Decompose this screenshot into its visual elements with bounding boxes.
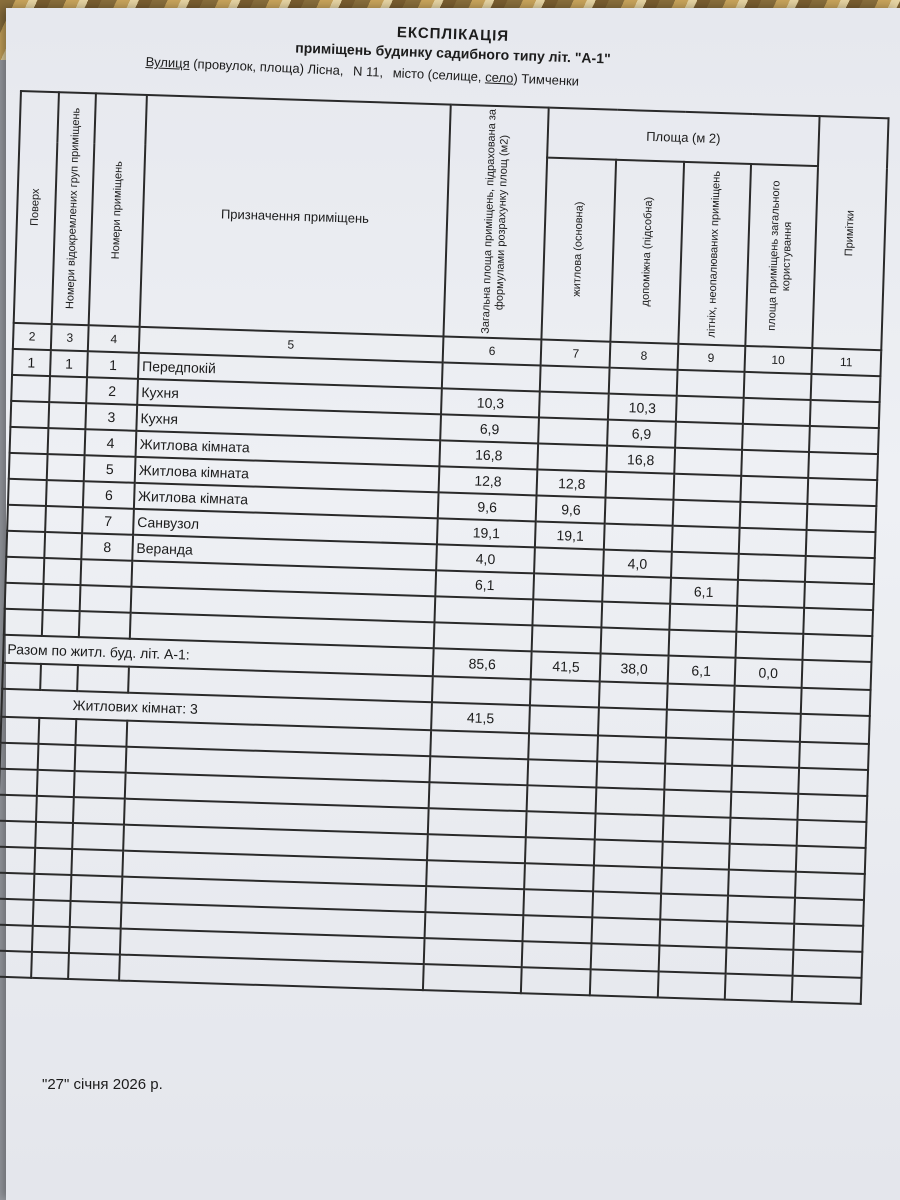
cell-purpose: Житлова кімната bbox=[134, 457, 439, 493]
empty-cell bbox=[661, 842, 729, 870]
cell-floor bbox=[8, 479, 47, 506]
cell-total-area: 12,8 bbox=[438, 466, 537, 495]
cell-total-area: 10,3 bbox=[441, 388, 540, 417]
empty-cell bbox=[730, 792, 798, 820]
cell-floor bbox=[4, 609, 43, 636]
cell-total-area bbox=[434, 596, 533, 625]
empty-cell bbox=[524, 889, 594, 917]
empty-cell bbox=[726, 922, 794, 950]
empty-cell bbox=[0, 821, 36, 848]
cell-common-area bbox=[737, 580, 805, 608]
cell-floor bbox=[6, 557, 45, 584]
empty-cell bbox=[73, 823, 124, 851]
empty-cell bbox=[427, 834, 526, 863]
cell-room: 5 bbox=[84, 455, 135, 483]
empty-cell bbox=[36, 796, 75, 823]
cell-notes bbox=[807, 478, 877, 506]
cell-aux-area: 16,8 bbox=[607, 446, 675, 474]
empty-cell bbox=[31, 952, 70, 979]
total-summer-value: 6,1 bbox=[667, 656, 735, 686]
cell-group bbox=[42, 584, 81, 611]
col-number: 9 bbox=[677, 344, 745, 372]
empty-cell bbox=[0, 717, 39, 744]
empty-cell bbox=[795, 872, 865, 900]
col-number: 7 bbox=[541, 340, 611, 368]
cell-aux-area bbox=[604, 524, 672, 552]
cell-floor bbox=[5, 583, 44, 610]
cell-notes bbox=[803, 608, 873, 636]
empty-cell bbox=[799, 742, 869, 770]
empty-cell bbox=[525, 837, 595, 865]
cell-living-area bbox=[532, 625, 602, 653]
cell-floor bbox=[10, 401, 49, 428]
cell-floor bbox=[10, 427, 49, 454]
empty-cell bbox=[796, 846, 866, 874]
col-number: 6 bbox=[442, 336, 541, 365]
cell-notes bbox=[808, 452, 878, 480]
cell-common-area bbox=[740, 476, 808, 504]
empty-cell bbox=[70, 901, 121, 929]
empty-cell bbox=[524, 863, 594, 891]
empty-cell bbox=[425, 886, 524, 915]
cell-living-area bbox=[534, 573, 604, 601]
col-notes-header: Примітки bbox=[812, 116, 889, 350]
cell-room: 8 bbox=[82, 533, 133, 561]
room-rows bbox=[4, 349, 881, 662]
col-area-group-header: Площа (м 2) bbox=[547, 108, 819, 166]
empty-cell bbox=[424, 912, 523, 941]
empty-cell bbox=[724, 974, 792, 1002]
address-city-pre: місто (селище, bbox=[392, 65, 482, 85]
empty-cell bbox=[593, 891, 661, 919]
empty-cell bbox=[72, 849, 123, 877]
document-date: "27" січня 2026 р. bbox=[42, 1076, 163, 1093]
empty-cell bbox=[662, 816, 730, 844]
cell-aux-area bbox=[605, 498, 673, 526]
cell-living-area bbox=[533, 599, 603, 627]
cell-purpose: Житлова кімната bbox=[134, 483, 439, 519]
empty-cell bbox=[664, 764, 732, 792]
cell-common-area bbox=[742, 398, 810, 426]
cell-notes bbox=[809, 426, 879, 454]
cell-living-area bbox=[534, 547, 604, 575]
cell-summer-area bbox=[671, 526, 739, 554]
cell-living-area bbox=[539, 391, 609, 419]
cell-notes bbox=[806, 504, 876, 532]
empty-cell bbox=[424, 938, 523, 967]
empty-cell bbox=[0, 951, 32, 978]
cell-room bbox=[81, 559, 132, 587]
cell-aux-area: 10,3 bbox=[608, 394, 676, 422]
empty-cell bbox=[38, 718, 77, 745]
cell-notes bbox=[805, 556, 875, 584]
cell-total-area: 6,9 bbox=[440, 414, 539, 443]
cell-common-area bbox=[738, 554, 806, 582]
cell-common-area bbox=[735, 632, 803, 660]
cell-room: 7 bbox=[83, 507, 134, 535]
empty-cell bbox=[594, 839, 662, 867]
empty-cell bbox=[521, 967, 591, 995]
empty-cell bbox=[596, 787, 664, 815]
cell-aux-area: 6,9 bbox=[608, 420, 676, 448]
empty-cell bbox=[76, 719, 127, 747]
col-aux-header: допоміжна (підсобна) bbox=[611, 160, 684, 344]
cell-room: 2 bbox=[87, 377, 138, 405]
empty-cell bbox=[591, 943, 659, 971]
empty-cell bbox=[665, 738, 733, 766]
cell-common-area bbox=[743, 372, 811, 400]
cell-total-area bbox=[442, 362, 541, 391]
cell-summer-area bbox=[673, 474, 741, 502]
col-total-header: Загальна площа приміщень, підрахована за формулами розрахунку площ (м2) bbox=[443, 105, 549, 340]
empty-cell bbox=[32, 926, 71, 953]
cell-living-area bbox=[540, 365, 610, 393]
cell-group bbox=[44, 532, 83, 559]
col-number: 2 bbox=[13, 323, 52, 350]
empty-cell bbox=[793, 924, 863, 952]
empty-cell bbox=[37, 770, 76, 797]
total-area-value: 85,6 bbox=[433, 648, 532, 679]
document-sheet bbox=[6, 8, 900, 1200]
cell-notes bbox=[810, 374, 880, 402]
col-summer-header: літніх, неопалюваних приміщень bbox=[678, 162, 751, 346]
empty-cell bbox=[0, 873, 34, 900]
col-purpose-header: Призначення приміщень bbox=[139, 95, 450, 336]
empty-cell bbox=[0, 899, 33, 926]
empty-cell bbox=[731, 766, 799, 794]
cell-living-area bbox=[538, 443, 608, 471]
empty-cell bbox=[32, 900, 71, 927]
empty-cell bbox=[727, 896, 795, 924]
empty-cell bbox=[526, 811, 596, 839]
cell-purpose: Веранда bbox=[132, 535, 437, 571]
empty-cell bbox=[660, 894, 728, 922]
address-city-selected: село bbox=[484, 69, 514, 86]
col-number: 11 bbox=[811, 348, 881, 376]
cell-group bbox=[46, 480, 85, 507]
empty-cell bbox=[729, 818, 797, 846]
empty-cell bbox=[523, 915, 593, 943]
empty-cell bbox=[594, 865, 662, 893]
empty-cell bbox=[527, 785, 597, 813]
cell-room: 1 bbox=[87, 351, 138, 379]
col-floor-header: Поверх bbox=[14, 91, 59, 324]
cell-living-area: 12,8 bbox=[537, 469, 607, 497]
cell-group bbox=[48, 402, 87, 429]
cell-group bbox=[46, 454, 85, 481]
empty-cell bbox=[796, 820, 866, 848]
cell-floor bbox=[11, 375, 50, 402]
empty-cell bbox=[430, 730, 529, 759]
empty-cell bbox=[429, 756, 528, 785]
cell-notes bbox=[802, 634, 872, 662]
empty-cell bbox=[598, 735, 666, 763]
cell-aux-area bbox=[602, 602, 670, 630]
cell-summer-area bbox=[676, 370, 744, 398]
empty-cell bbox=[423, 964, 522, 993]
cell-total-area: 4,0 bbox=[436, 544, 535, 573]
empty-cell bbox=[73, 797, 124, 825]
header-row bbox=[19, 91, 888, 168]
cell-floor bbox=[6, 531, 45, 558]
col-room-header: Номери приміщень bbox=[89, 93, 147, 326]
address-street: (провулок, площа) Лісна, bbox=[192, 56, 344, 78]
empty-cell bbox=[74, 771, 125, 799]
cell-room: 3 bbox=[86, 403, 137, 431]
total-aux-value: 38,0 bbox=[600, 654, 668, 684]
empty-cell bbox=[595, 813, 663, 841]
col-group-header: Номери відокремлених груп приміщень bbox=[51, 92, 96, 325]
cell-room bbox=[79, 611, 130, 639]
cell-purpose: Кухня bbox=[137, 379, 442, 415]
cell-floor bbox=[9, 453, 48, 480]
document-title: ЕКСПЛІКАЦІЯ bbox=[396, 24, 510, 45]
empty-cell bbox=[428, 782, 527, 811]
cell-aux-area: 4,0 bbox=[604, 550, 672, 578]
cell-aux-area bbox=[609, 368, 677, 396]
cell-purpose: Кухня bbox=[136, 405, 441, 441]
cell-notes bbox=[810, 400, 880, 428]
empty-cell bbox=[69, 927, 120, 955]
col-number: 5 bbox=[139, 327, 444, 363]
explication-table bbox=[0, 90, 890, 1005]
empty-cell bbox=[0, 743, 38, 770]
address-street-label: Вулиця bbox=[145, 54, 191, 71]
empty-cell bbox=[661, 868, 729, 896]
address-city-post: ) Тимченки bbox=[513, 70, 580, 89]
total-label: Разом по житл. буд. літ. А-1: bbox=[3, 635, 433, 676]
cell-summer-area bbox=[674, 448, 742, 476]
total-notes-value bbox=[801, 660, 871, 690]
cell-summer-area bbox=[669, 604, 737, 632]
cell-floor bbox=[7, 505, 46, 532]
empty-cell bbox=[0, 925, 32, 952]
empty-cell bbox=[428, 808, 527, 837]
empty-cell bbox=[725, 948, 793, 976]
cell-living-area: 19,1 bbox=[535, 521, 605, 549]
empty-cell bbox=[37, 744, 76, 771]
empty-cell bbox=[0, 795, 37, 822]
cell-group bbox=[49, 376, 88, 403]
cell-group bbox=[47, 428, 86, 455]
empty-cell bbox=[75, 745, 126, 773]
cell-total-area bbox=[433, 622, 532, 651]
cell-room: 4 bbox=[85, 429, 136, 457]
cell-living-area bbox=[538, 417, 608, 445]
empty-cell bbox=[797, 794, 867, 822]
empty-rows bbox=[0, 717, 869, 1004]
empty-cell bbox=[528, 759, 598, 787]
address-number: N 11, bbox=[352, 63, 384, 80]
cell-purpose: Передпокій bbox=[138, 353, 443, 389]
cell-aux-area bbox=[603, 576, 671, 604]
document-subtitle: приміщень будинку садибного типу літ. "А-1" bbox=[295, 39, 611, 67]
empty-cell bbox=[592, 917, 660, 945]
empty-cell bbox=[33, 874, 72, 901]
empty-cell bbox=[0, 847, 35, 874]
cell-room: 6 bbox=[83, 481, 134, 509]
cell-group bbox=[43, 558, 82, 585]
cell-notes bbox=[804, 582, 874, 610]
cell-aux-area bbox=[606, 472, 674, 500]
cell-summer-area bbox=[671, 552, 739, 580]
cell-summer-area bbox=[668, 630, 736, 658]
empty-cell bbox=[35, 822, 74, 849]
cell-notes bbox=[805, 530, 875, 558]
empty-cell bbox=[794, 898, 864, 926]
empty-cell bbox=[732, 740, 800, 768]
empty-cell bbox=[658, 945, 726, 973]
empty-cell bbox=[791, 976, 861, 1004]
rooms-count-label: Житлових кімнат: 3 bbox=[1, 689, 431, 730]
empty-cell bbox=[728, 870, 796, 898]
cell-common-area bbox=[742, 424, 810, 452]
col-number: 10 bbox=[744, 346, 812, 374]
cell-total-area: 19,1 bbox=[437, 518, 536, 547]
cell-purpose: Санвузол bbox=[133, 509, 438, 545]
total-living-value: 41,5 bbox=[531, 651, 601, 681]
empty-cell bbox=[792, 950, 862, 978]
cell-common-area bbox=[739, 502, 807, 530]
empty-cell bbox=[728, 844, 796, 872]
empty-cell bbox=[522, 941, 592, 969]
cell-group: 1 bbox=[50, 350, 89, 377]
cell-total-area: 6,1 bbox=[435, 570, 534, 599]
col-common-header: площа приміщень загального користування bbox=[745, 164, 818, 348]
rooms-count-area: 41,5 bbox=[431, 702, 530, 733]
empty-cell bbox=[597, 761, 665, 789]
empty-cell bbox=[34, 848, 73, 875]
empty-cell bbox=[426, 860, 525, 889]
empty-cell bbox=[0, 769, 37, 796]
cell-living-area: 9,6 bbox=[536, 495, 606, 523]
col-number: 8 bbox=[610, 342, 678, 370]
cell-total-area: 9,6 bbox=[438, 492, 537, 521]
cell-summer-area: 6,1 bbox=[670, 578, 738, 606]
col-number: 3 bbox=[51, 324, 90, 351]
col-number: 4 bbox=[88, 325, 139, 353]
cell-summer-area bbox=[675, 422, 743, 450]
total-common-value: 0,0 bbox=[734, 658, 802, 688]
empty-cell bbox=[659, 920, 727, 948]
cell-common-area bbox=[736, 606, 804, 634]
cell-purpose: Житлова кімната bbox=[135, 431, 440, 467]
empty-cell bbox=[798, 768, 868, 796]
empty-cell bbox=[657, 971, 725, 999]
empty-cell bbox=[71, 875, 122, 903]
cell-group bbox=[42, 610, 81, 637]
cell-floor: 1 bbox=[12, 349, 51, 376]
cell-room bbox=[80, 585, 131, 613]
cell-group bbox=[45, 506, 84, 533]
empty-cell bbox=[590, 969, 658, 997]
cell-total-area: 16,8 bbox=[439, 440, 538, 469]
empty-cell bbox=[663, 790, 731, 818]
cell-aux-area bbox=[601, 628, 669, 656]
col-living-header: житлова (основна) bbox=[542, 158, 617, 342]
empty-cell bbox=[529, 733, 599, 761]
cell-summer-area bbox=[675, 396, 743, 424]
cell-common-area bbox=[741, 450, 809, 478]
cell-summer-area bbox=[672, 500, 740, 528]
cell-common-area bbox=[738, 528, 806, 556]
empty-cell bbox=[69, 953, 120, 981]
